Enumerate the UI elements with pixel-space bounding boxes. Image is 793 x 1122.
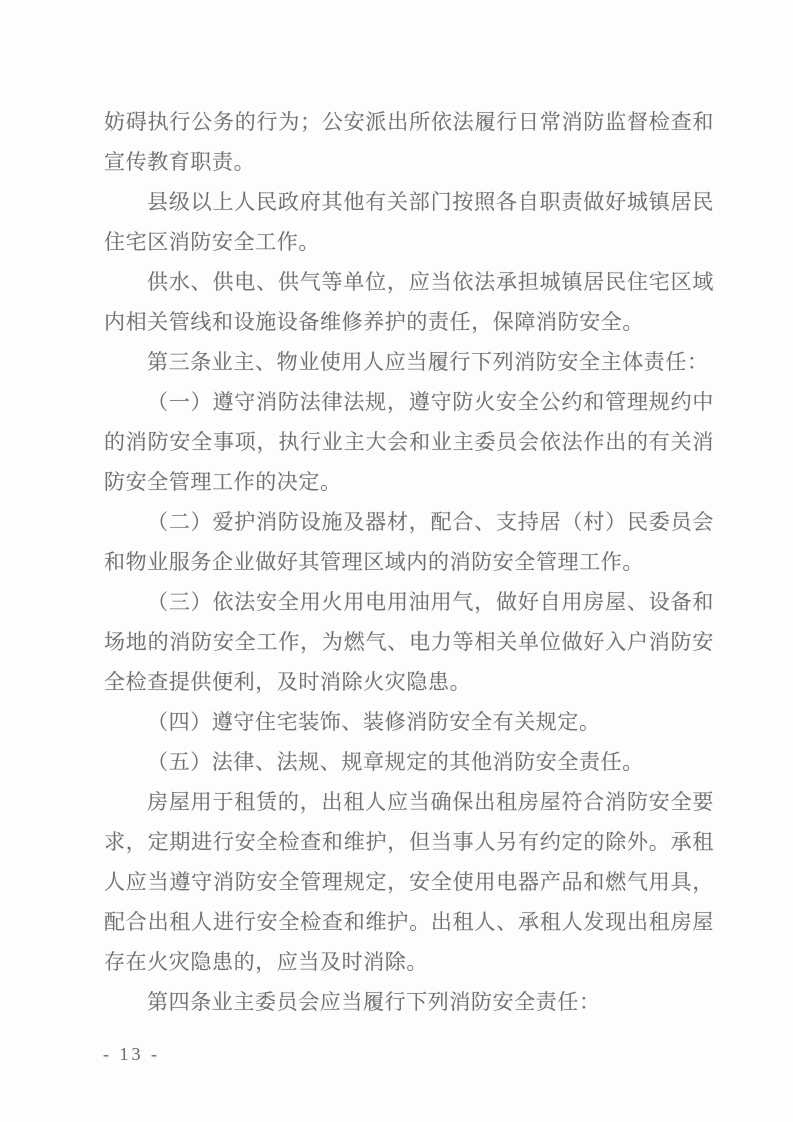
paragraph: 房屋用于租赁的，出租人应当确保出租房屋符合消防安全要求，定期进行安全检查和维护，但当事人另有约定的除外。承租人应当遵守消防安全管理规定，安全使用电器产品和燃气用具，配合出租人进行安全检查和维护。出租人、承租人发现出租房屋存在火灾隐患的，应当及时消除。 bbox=[104, 790, 714, 974]
document-body bbox=[104, 102, 714, 1022]
paragraph: （三）依法安全用火用电用油用气，做好自用房屋、设备和场地的消防安全工作，为燃气、电力等相关单位做好入户消防安全检查提供便利，及时消除火灾隐患。 bbox=[104, 590, 714, 694]
paragraph: （五）法律、法规、规章规定的其他消防安全责任。 bbox=[147, 750, 644, 774]
page-number: - 13 - bbox=[103, 1044, 160, 1064]
paragraph: 供水、供电、供气等单位，应当依法承担城镇居民住宅区域内相关管线和设施设备维修养护的责任，保障消防安全。 bbox=[104, 270, 714, 334]
paragraph: （一）遵守消防法律法规，遵守防火安全公约和管理规约中的消防安全事项，执行业主大会和业主委员会依法作出的有关消防安全管理工作的决定。 bbox=[104, 390, 714, 494]
paragraph: 县级以上人民政府其他有关部门按照各自职责做好城镇居民住宅区消防安全工作。 bbox=[104, 190, 714, 254]
paragraph: （二）爱护消防设施及器材，配合、支持居（村）民委员会和物业服务企业做好其管理区域内的消防安全管理工作。 bbox=[104, 510, 714, 574]
paragraph: 第三条业主、物业使用人应当履行下列消防安全主体责任： bbox=[147, 350, 709, 374]
paragraph: 妨碍执行公务的行为；公安派出所依法履行日常消防监督检查和宣传教育职责。 bbox=[104, 110, 714, 174]
paragraph: 第四条业主委员会应当履行下列消防安全责任： bbox=[147, 990, 601, 1014]
paragraph: （四）遵守住宅装饰、装修消防安全有关规定。 bbox=[147, 710, 601, 734]
